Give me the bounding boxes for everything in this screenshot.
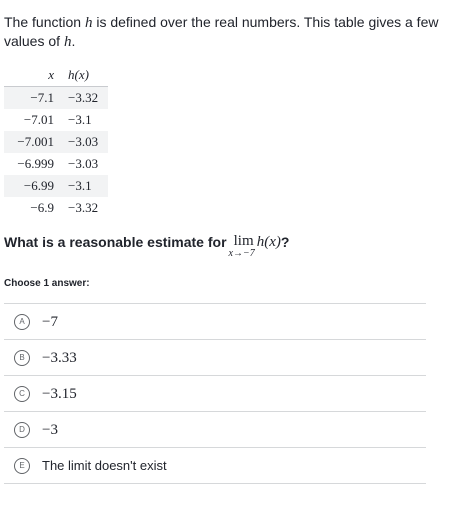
- cell-x: −7.1: [4, 87, 61, 110]
- cell-x: −6.9: [30, 200, 54, 215]
- limit-argument: (x): [264, 234, 281, 250]
- choice-e-letter-icon: E: [14, 458, 30, 474]
- limit-function: h: [256, 234, 265, 250]
- table-row: [4, 109, 108, 131]
- limit-subscript: x→−7: [228, 248, 255, 259]
- choice-d-letter-icon: D: [14, 422, 30, 438]
- cell-x: −6.999: [17, 156, 54, 171]
- table-row: [4, 153, 108, 175]
- column-header-x: x: [4, 64, 61, 87]
- choice-c-text: −3.15: [42, 386, 77, 402]
- problem-statement: [4, 13, 444, 51]
- choice-c[interactable]: [4, 376, 426, 412]
- cell-hx: −3.03: [61, 131, 108, 153]
- question-mark: ?: [280, 234, 290, 250]
- cell-hx: −3.32: [68, 200, 99, 215]
- cell-hx: −3.1: [61, 175, 108, 197]
- cell-x: −6.99: [4, 175, 61, 197]
- question-prompt: [4, 233, 289, 263]
- cell-hx: −3.32: [61, 87, 108, 110]
- statement-text-1: The function: [4, 14, 85, 30]
- choice-b-letter-icon: B: [14, 350, 30, 366]
- table-row: [4, 87, 108, 110]
- cell-x: −7.001: [4, 131, 61, 153]
- answer-choices: [4, 303, 426, 484]
- limit-expression: [257, 234, 281, 250]
- limit-operator: [228, 233, 255, 259]
- choice-d[interactable]: [4, 412, 426, 448]
- function-symbol: h: [84, 15, 93, 31]
- table-row: [4, 175, 108, 197]
- choice-c-letter-icon: C: [14, 386, 30, 402]
- function-symbol-2: h: [63, 34, 72, 50]
- cell-hx: −3.1: [68, 112, 92, 127]
- choose-label: Choose 1 answer:: [4, 278, 90, 289]
- choice-a-letter-icon: A: [14, 314, 30, 330]
- cell-x: −7.01: [23, 112, 54, 127]
- cell-hx: −3.03: [68, 156, 99, 171]
- table-row: [4, 131, 108, 153]
- choice-a[interactable]: [4, 304, 426, 340]
- statement-text-2: is defined over the real numbers. This table gives a few values of: [4, 14, 439, 49]
- table-row: [4, 197, 108, 219]
- choice-b[interactable]: [4, 340, 426, 376]
- limit-word: lim: [233, 233, 254, 249]
- values-table: [4, 64, 108, 219]
- choice-b-text: −3.33: [42, 350, 77, 366]
- choice-a-text: −7: [42, 314, 58, 330]
- statement-text-3: .: [71, 33, 76, 49]
- question-text: What is a reasonable estimate for: [4, 234, 227, 250]
- column-header-hx: h(x): [61, 64, 108, 87]
- choice-e-text: The limit doesn't exist: [42, 458, 167, 473]
- table-header-row: [4, 64, 108, 87]
- choice-e[interactable]: [4, 448, 426, 484]
- choice-d-text: −3: [42, 422, 58, 438]
